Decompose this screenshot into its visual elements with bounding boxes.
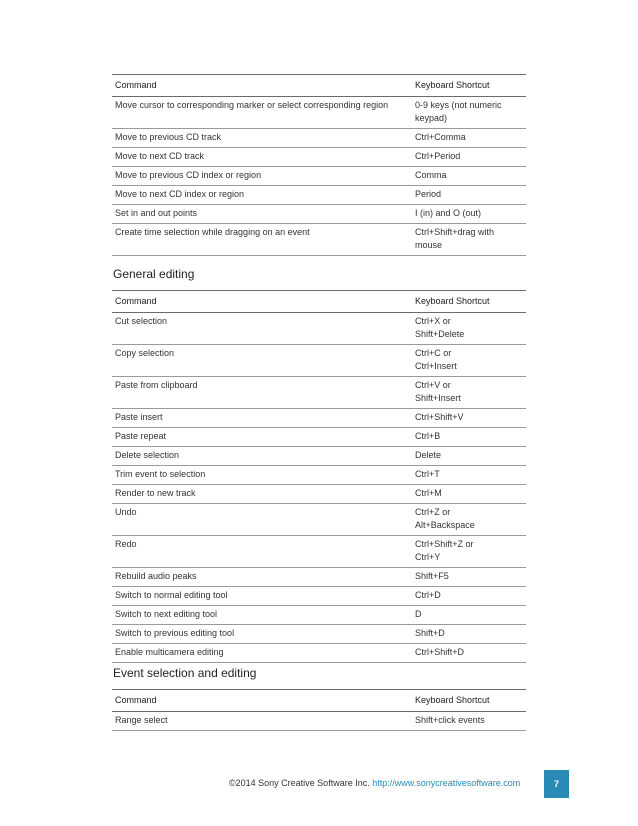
- table-row: [112, 587, 526, 606]
- section-heading-event-selection: Event selection and editing: [113, 666, 257, 680]
- shortcut-cell: Ctrl+Period: [412, 148, 526, 167]
- shortcut-cell: Ctrl+Comma: [412, 129, 526, 148]
- shortcut-cell: Ctrl+Shift+drag with mouse: [412, 224, 526, 256]
- shortcut-cell: I (in) and O (out): [412, 205, 526, 224]
- table-row: [112, 466, 526, 485]
- table-row: [112, 644, 526, 663]
- command-cell: Move to previous CD index or region: [112, 167, 412, 186]
- page-footer: [229, 778, 520, 788]
- shortcut-cell: Ctrl+Shift+D: [412, 644, 526, 663]
- shortcut-cell: Ctrl+B: [412, 428, 526, 447]
- shortcut-cell: Ctrl+C or Ctrl+Insert: [412, 345, 526, 377]
- command-cell: Copy selection: [112, 345, 412, 377]
- command-cell: Create time selection while dragging on an event: [112, 224, 412, 256]
- shortcut-cell: Ctrl+T: [412, 466, 526, 485]
- shortcut-cell: Period: [412, 186, 526, 205]
- column-header-command: Command: [112, 75, 412, 97]
- footer-website-link[interactable]: http://www.sonycreativesoftware.com: [372, 778, 521, 788]
- command-cell: Switch to previous editing tool: [112, 625, 412, 644]
- command-cell: Undo: [112, 504, 412, 536]
- command-cell: Switch to next editing tool: [112, 606, 412, 625]
- command-cell: Move cursor to corresponding marker or select corresponding region: [112, 97, 412, 129]
- table-row: [112, 377, 526, 409]
- command-cell: Paste from clipboard: [112, 377, 412, 409]
- column-header-shortcut: Keyboard Shortcut: [412, 690, 526, 712]
- shortcut-cell: Ctrl+V or Shift+Insert: [412, 377, 526, 409]
- shortcut-cell: Ctrl+Shift+Z or Ctrl+Y: [412, 536, 526, 568]
- shortcut-cell: Shift+click events: [412, 712, 526, 731]
- command-cell: Set in and out points: [112, 205, 412, 224]
- column-header-shortcut: Keyboard Shortcut: [412, 75, 526, 97]
- table-row: [112, 186, 526, 205]
- table-row: [112, 447, 526, 466]
- table-row: [112, 205, 526, 224]
- command-cell: Switch to normal editing tool: [112, 587, 412, 606]
- shortcut-table-general-editing: [112, 290, 526, 663]
- column-header-shortcut: Keyboard Shortcut: [412, 291, 526, 313]
- command-cell: Delete selection: [112, 447, 412, 466]
- table-row: [112, 568, 526, 587]
- command-cell: Move to next CD track: [112, 148, 412, 167]
- shortcut-cell: Ctrl+D: [412, 587, 526, 606]
- shortcut-cell: 0-9 keys (not numeric keypad): [412, 97, 526, 129]
- table-row: [112, 504, 526, 536]
- table-row: [112, 606, 526, 625]
- footer-copyright: ©2014 Sony Creative Software Inc.: [229, 778, 370, 788]
- table-row: [112, 313, 526, 345]
- shortcut-cell: Ctrl+X or Shift+Delete: [412, 313, 526, 345]
- shortcut-table-event-selection: [112, 689, 526, 731]
- table-row: [112, 167, 526, 186]
- command-cell: Render to new track: [112, 485, 412, 504]
- command-cell: Move to next CD index or region: [112, 186, 412, 205]
- table-row: [112, 409, 526, 428]
- column-header-command: Command: [112, 291, 412, 313]
- page-number-badge: [544, 770, 569, 798]
- table-row: [112, 97, 526, 129]
- shortcut-cell: Ctrl+M: [412, 485, 526, 504]
- table-row: [112, 536, 526, 568]
- command-cell: Range select: [112, 712, 412, 731]
- page-number: 7: [553, 779, 559, 789]
- column-header-command: Command: [112, 690, 412, 712]
- table-row: [112, 625, 526, 644]
- shortcut-cell: Shift+F5: [412, 568, 526, 587]
- table-row: [112, 148, 526, 167]
- table-row: [112, 712, 526, 731]
- command-cell: Paste repeat: [112, 428, 412, 447]
- table-row: [112, 485, 526, 504]
- table-row: [112, 345, 526, 377]
- shortcut-cell: Shift+D: [412, 625, 526, 644]
- table-header-row: [112, 690, 526, 712]
- command-cell: Trim event to selection: [112, 466, 412, 485]
- shortcut-cell: Ctrl+Shift+V: [412, 409, 526, 428]
- shortcut-cell: Ctrl+Z or Alt+Backspace: [412, 504, 526, 536]
- shortcut-cell: D: [412, 606, 526, 625]
- command-cell: Move to previous CD track: [112, 129, 412, 148]
- shortcut-cell: Delete: [412, 447, 526, 466]
- table-row: [112, 428, 526, 447]
- command-cell: Rebuild audio peaks: [112, 568, 412, 587]
- section-heading-general-editing: General editing: [113, 267, 195, 281]
- shortcut-table-cd: [112, 74, 526, 256]
- table-row: [112, 224, 526, 256]
- command-cell: Enable multicamera editing: [112, 644, 412, 663]
- command-cell: Redo: [112, 536, 412, 568]
- command-cell: Paste insert: [112, 409, 412, 428]
- shortcut-cell: Comma: [412, 167, 526, 186]
- command-cell: Cut selection: [112, 313, 412, 345]
- table-header-row: [112, 291, 526, 313]
- table-row: [112, 129, 526, 148]
- table-header-row: [112, 75, 526, 97]
